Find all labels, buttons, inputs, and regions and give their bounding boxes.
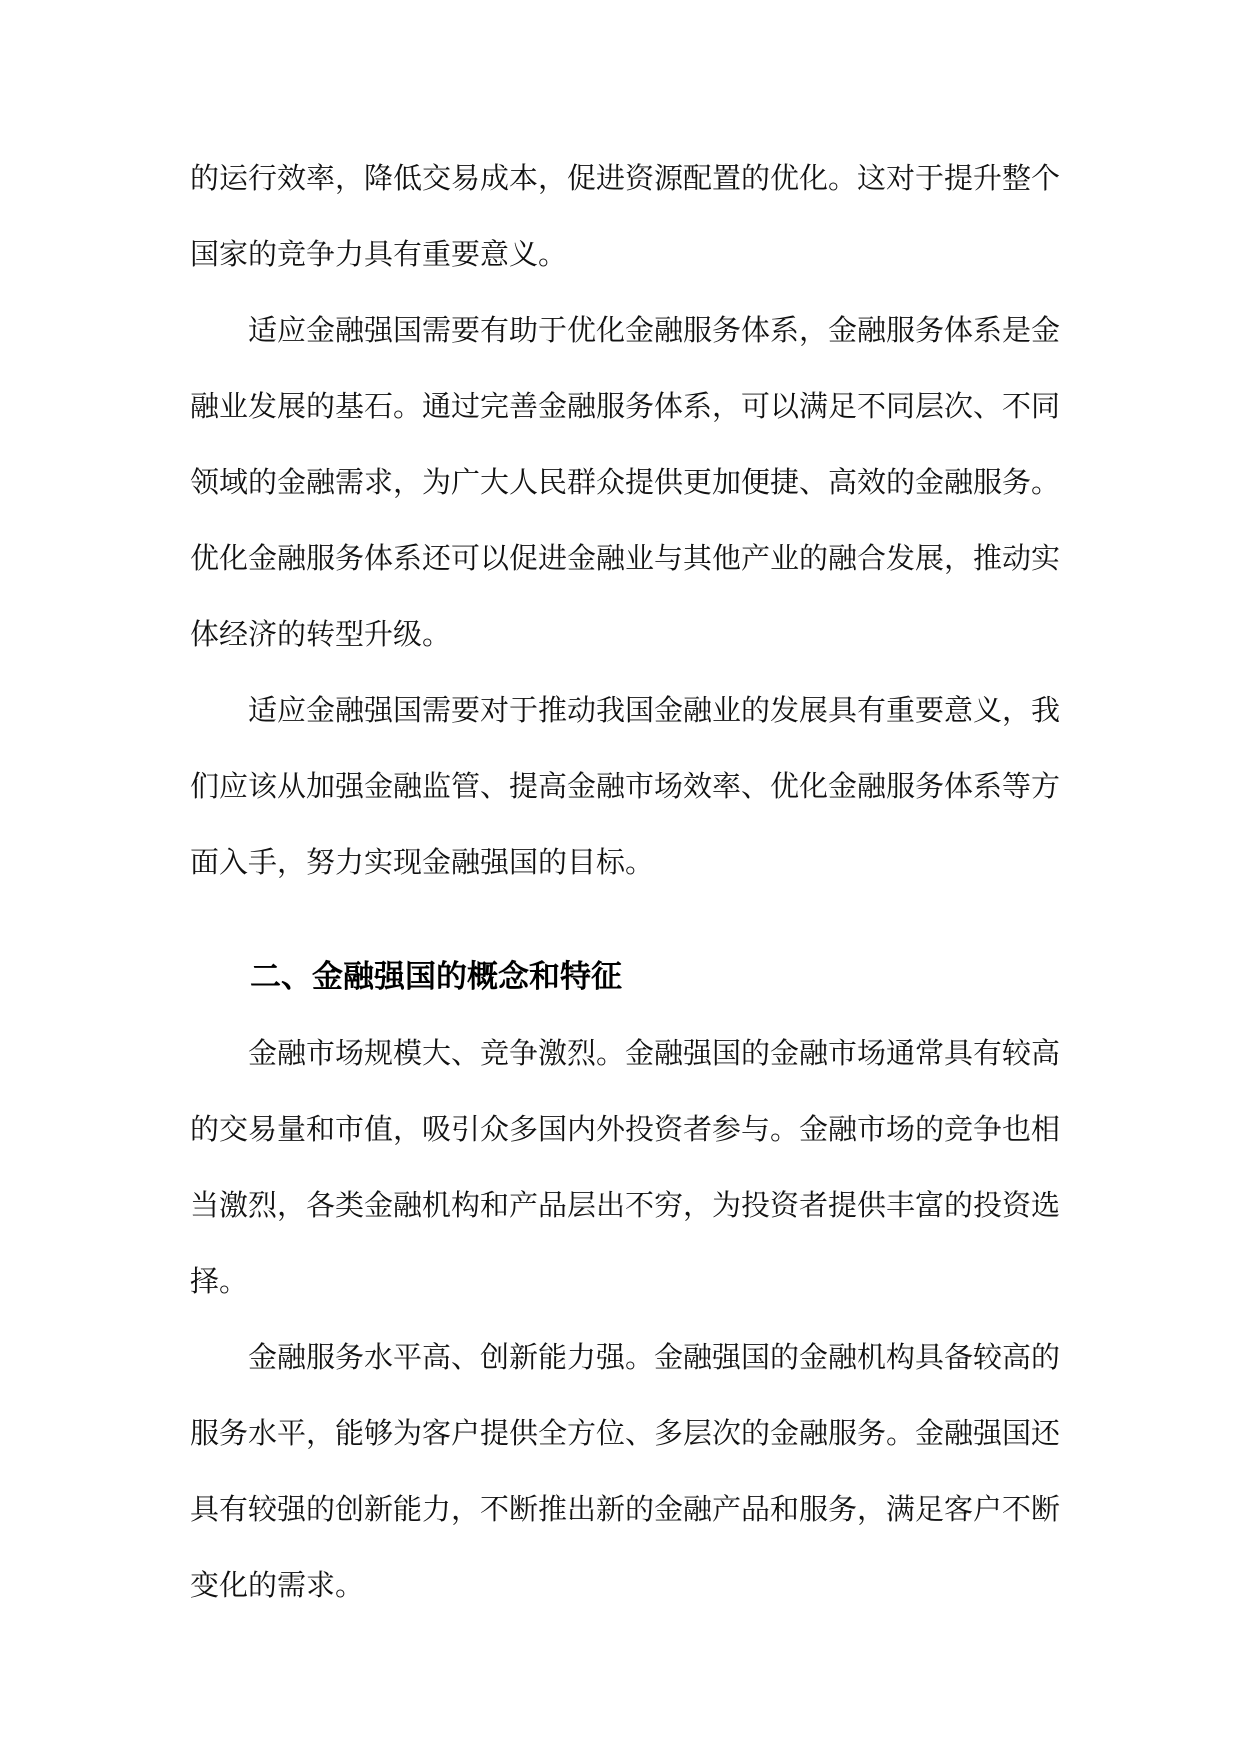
document-body: [190, 140, 1060, 1623]
paragraph-significance: 适应金融强国需要对于推动我国金融业的发展具有重要意义，我们应该从加强金融监管、提高金融市场效率、优化金融服务体系等方面入手，努力实现金融强国的目标。: [190, 693, 1061, 879]
paragraph-service-level: 金融服务水平高、创新能力强。金融强国的金融机构具备较高的服务水平，能够为客户提供全方位、多层次的金融服务。金融强国还具有较强的创新能力，不断推出新的金融产品和服务，满足客户不断变化的需求。: [190, 1340, 1061, 1602]
paragraph-financial-service-system: 适应金融强国需要有助于优化金融服务体系，金融服务体系是金融业发展的基石。通过完善金融服务体系，可以满足不同层次、不同领域的金融需求，为广大人民群众提供更加便捷、高效的金融服务。优化金融服务体系还可以促进金融业与其他产业的融合发展，推动实体经济的转型升级。: [190, 313, 1061, 651]
paragraph-market-scale: 金融市场规模大、竞争激烈。金融强国的金融市场通常具有较高的交易量和市值，吸引众多国内外投资者参与。金融市场的竞争也相当激烈，各类金融机构和产品层出不穷，为投资者提供丰富的投资选择。: [190, 1036, 1061, 1298]
section-heading: 二、金融强国的概念和特征: [250, 959, 622, 995]
paragraph-continuation: 的运行效率，降低交易成本，促进资源配置的优化。这对于提升整个国家的竞争力具有重要意义。: [190, 161, 1061, 271]
